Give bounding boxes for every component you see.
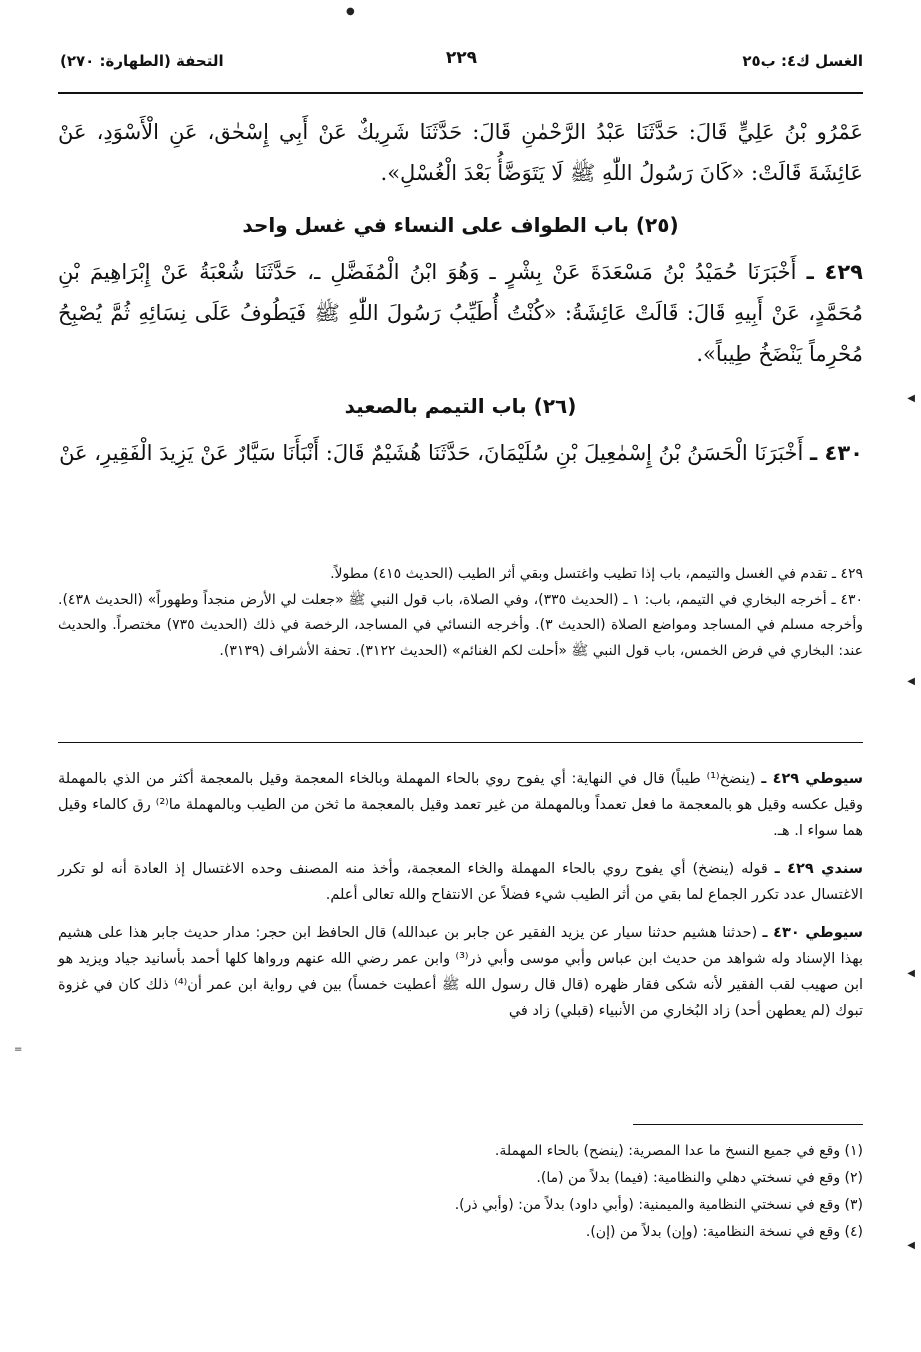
hadith-body: أَخْبَرَنَا الْحَسَنُ بْنُ إِسْمٰعِيلَ بْنِ سُلَيْمَانَ، حَدَّثَنَا هُشَيْمٌ قَالَ: أَنْبَأَنَا سَيَّارٌ عَنْ يَزِيدَ الْفَقِيرِ، عَنْ	[59, 441, 804, 465]
margin-mark-icon: ◀	[907, 393, 915, 404]
commentary-suyuti-430	[58, 920, 863, 1024]
header-tuhfa-ref: التحفة (الطهارة: ٢٧٠)	[60, 52, 224, 70]
commentary	[58, 766, 863, 1036]
chapter-heading-25: (٢٥) باب الطواف على النساء في غسل واحد	[242, 213, 679, 237]
footnote-3: (٣) وقع في نسختي النظامية والميمنية: (وأبي داود) بدلاً من: (وأبي ذر).	[454, 1197, 863, 1213]
commentary-rule	[58, 742, 863, 743]
takhrij-notes	[58, 562, 863, 664]
footnote-rule	[633, 1124, 863, 1125]
hadith-number: ٤٢٩ ـ	[806, 260, 863, 284]
hadith-430	[58, 433, 863, 474]
margin-mark-icon: ◀	[907, 676, 915, 687]
commentary-sindi-429	[58, 856, 863, 908]
running-header	[60, 48, 863, 78]
margin-mark-icon: ◀	[907, 968, 915, 979]
takhrij-430: ٤٣٠ ـ أخرجه البخاري في التيمم، باب: ١ ـ (الحديث ٣٣٥)، وفي الصلاة، باب قول النبي ﷺ «جعلت لي الأرض منجداً وطهوراً» (الحديث ٤٣٨). وأخرجه مسلم في المساجد ومواضع الصلاة (الحديث ٣). وأخرجه النسائي في المساجد، الرخصة في ذلك (الحديث ٧٣٥) مختصراً. والحديث عند: البخاري في فرض الخمس، باب قول النبي ﷺ «أحلت لكم الغنائم» (الحديث ٣١٢٢). تحفة الأشراف (٣١٣٩).	[58, 591, 863, 659]
takhrij-429: ٤٢٩ ـ تقدم في الغسل والتيمم، باب إذا تطيب واغتسل وبقي أثر الطيب (الحديث ٤١٥) مطولاً.	[330, 566, 863, 582]
commentary-label: سيوطي ٤٢٩ ـ	[761, 771, 864, 787]
scan-dot-mark: ●	[346, 6, 355, 17]
margin-equals-mark: =	[14, 1044, 23, 1055]
commentary-text: قوله (ينضخ) أي يفوح روي بالحاء المهملة والخاء المعجمة، وأخذ منه المصنف وحده الاغتسال إذ العادة أنه لو تكرر الاغتسال عدد تكرر الجماع لما بقي من أثر الطيب شيء فضلاً عن الانتفاح والله تعالى أعلم.	[58, 861, 863, 903]
footnote-4: (٤) وقع في نسخة النظامية: (وإن) بدلاً من (إن).	[585, 1224, 863, 1240]
hadith-429	[58, 252, 863, 375]
footnote-2: (٢) وقع في نسختي دهلي والنظامية: (فيما) بدلاً من (ما).	[536, 1170, 863, 1186]
footnote-1: (١) وقع في جميع النسخ ما عدا المصرية: (ينضح) بالحاء المهملة.	[494, 1143, 863, 1159]
header-chapter-ref: الغسل ك٤: ب٢٥	[742, 52, 863, 70]
commentary-suyuti-429	[58, 766, 863, 844]
header-rule	[58, 92, 863, 94]
commentary-text: (ينضخ⁽¹⁾ طيباً) قال في النهاية: أي يفوح روي بالحاء المهملة وبالخاء المعجمة وقيل بالمعجمة أكثر من الذي بالمهملة وقيل عكسه وقيل هو بالمعجمة ما فعل تعمداً وبالمهملة من غير تعمد وقيل بالمعجمة ما ثخن من الطيب وبالمهملة ما⁽²⁾ رق كالماء وقيل هما سواء ا. هـ.	[58, 771, 863, 839]
margin-mark-icon: ◀	[907, 1240, 915, 1251]
hadith-continuation: عَمْرُو بْنُ عَلِيٍّ قَالَ: حَدَّثَنَا عَبْدُ الرَّحْمٰنِ قَالَ: حَدَّثَنَا شَرِيكٌ عَنْ أَبِي إِسْحٰق، عَنِ الْأَسْوَدِ، عَنْ عَائِشَةَ قَالَتْ: «كَانَ رَسُولُ اللّٰهِ ﷺ لَا يَتَوَضَّأُ بَعْدَ الْغُسْلِ».	[58, 120, 863, 185]
commentary-label: سيوطي ٤٣٠ ـ	[762, 925, 863, 941]
chapter-heading-26: (٢٦) باب التيمم بالصعيد	[344, 394, 577, 418]
commentary-label: سندي ٤٢٩ ـ	[774, 861, 864, 877]
hadith-text	[58, 112, 863, 474]
hadith-number: ٤٣٠ ـ	[810, 441, 863, 465]
footnotes	[300, 1138, 863, 1246]
hadith-body: أَخْبَرَنَا حُمَيْدُ بْنُ مَسْعَدَةَ عَنْ بِشْرٍ ـ وَهُوَ ابْنُ الْمُفَضَّلِ ـ، حَدَّثَنَا شُعْبَةُ عَنْ إِبْرَاهِيمَ بْنِ مُحَمَّدٍ، عَنْ أَبِيهِ قَالَ: قَالَتْ عَائِشَةُ: «كُنْتُ أُطَيِّبُ رَسُولَ اللّٰهِ ﷺ فَيَطُوفُ عَلَى نِسَائِهِ ثُمَّ يُصْبِحُ مُحْرِماً يَنْضَخُ طِيباً».	[58, 260, 863, 366]
page-number: ٢٢٩	[445, 48, 478, 68]
commentary-text: (حدثنا هشيم حدثنا سيار عن يزيد الفقير عن جابر بن عبدالله) قال الحافظ ابن حجر: مدار حديث جابر هذا على هشيم بهذا الإسناد وله شواهد من حديث ابن عباس وأبي موسى وأبي ذر⁽³⁾ وابن عمر رضي الله عنهم ورواها كلها أحمد بأسانيد جياد ويزيد هو ابن صهيب لقب الفقير لأنه شكى فقار ظهره (قال قال رسول الله ﷺ أعطيت خمساً) بين في رواية ابن عمر أن⁽⁴⁾ ذلك كان في غزوة تبوك (لم يعطهن أحد) زاد البُخاري من الأنبياء (قبلي) زاد في	[58, 925, 864, 1019]
